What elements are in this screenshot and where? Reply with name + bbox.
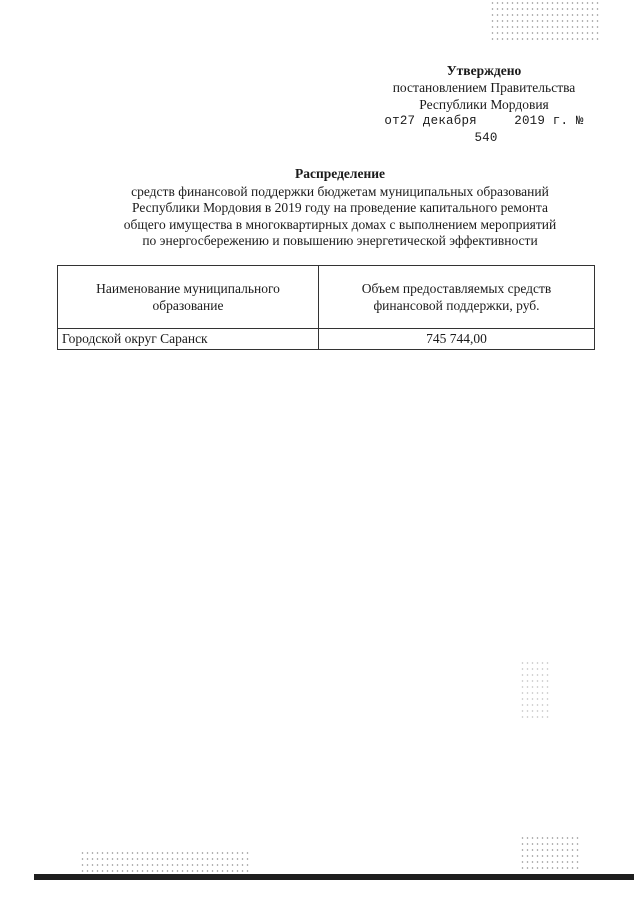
subtitle-line: средств финансовой поддержки бюджетам муниципальных образований: [131, 183, 549, 199]
approval-stamp: [374, 62, 594, 147]
cell-municipality: Городской округ Саранск: [58, 329, 319, 350]
approval-line-2: Республики Мордовия: [419, 97, 549, 112]
table-row: [58, 329, 595, 350]
scan-noise-right-edge: [520, 660, 550, 720]
scan-noise-bottom-right: [520, 835, 580, 873]
cell-amount: 745 744,00: [319, 329, 595, 350]
scan-edge-bar: [34, 874, 634, 880]
column-header-amount: [319, 266, 595, 329]
approval-line-1: постановлением Правительства: [392, 80, 576, 95]
subtitle-line: общего имущества в многоквартирных домах с выполнением мероприятий: [123, 216, 557, 232]
scan-noise-top-right: [490, 0, 600, 40]
header-text-line: Объем предоставляемых средств: [361, 281, 552, 296]
distribution-table: [57, 265, 595, 350]
approval-year: 2019 г. №: [514, 114, 584, 128]
approval-date-line: [374, 113, 594, 147]
document-heading: Распределение: [294, 166, 386, 181]
header-text-line: финансовой поддержки, руб.: [373, 298, 540, 313]
header-text-line: образование: [152, 298, 224, 313]
header-text-line: Наименование муниципального: [96, 281, 280, 296]
date-prefix: от: [384, 114, 400, 128]
approval-heading: Утверждено: [446, 63, 522, 78]
approval-number: 540: [474, 131, 498, 145]
approval-date: 27 декабря: [399, 114, 477, 128]
document-title-block: [70, 166, 610, 250]
table-header-row: [58, 266, 595, 329]
scan-noise-bottom-left: [80, 850, 250, 872]
subtitle-line: Республики Мордовия в 2019 году на проведение капитального ремонта: [132, 200, 548, 215]
column-header-municipality: [58, 266, 319, 329]
subtitle-line: по энергосбережению и повышению энергетической эффективности: [142, 233, 538, 248]
